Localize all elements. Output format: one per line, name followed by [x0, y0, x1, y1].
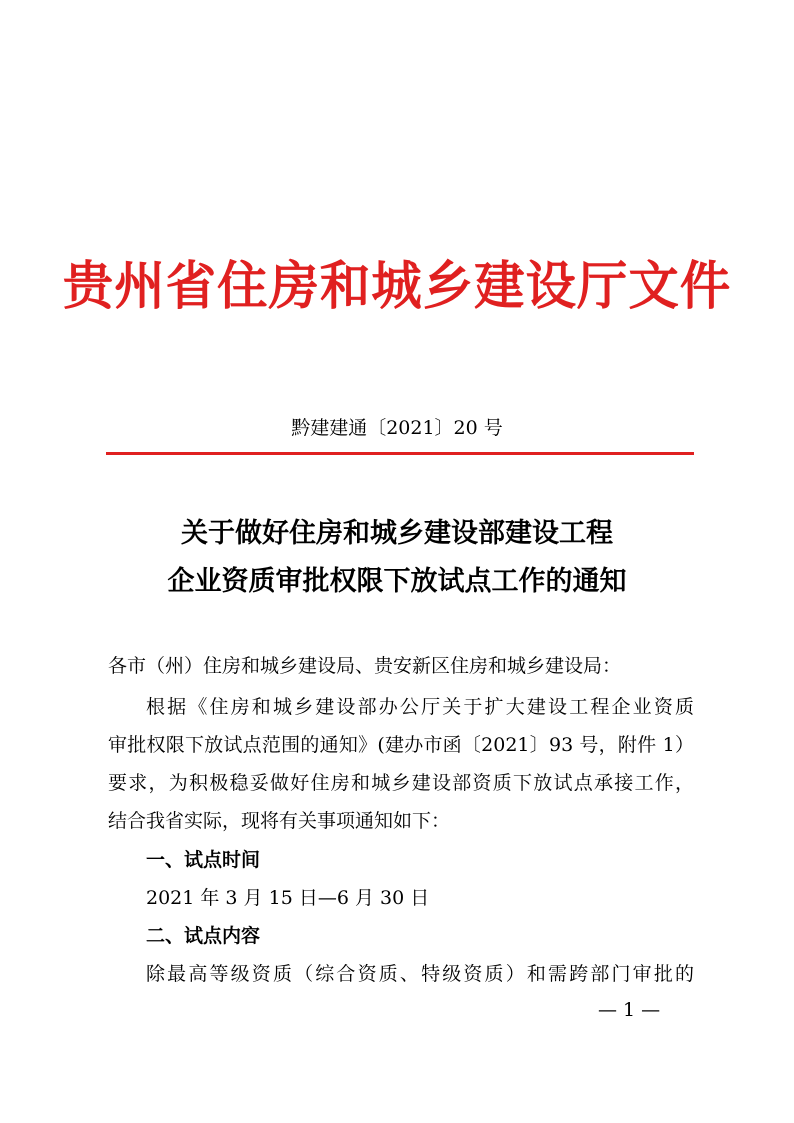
section-heading: 一、试点时间 — [146, 849, 261, 871]
page-number: — 1 — — [598, 999, 661, 1021]
section-text: 除最高等级资质（综合资质、特级资质）和需跨部门审批的 — [146, 963, 694, 985]
paragraph-line: 审批权限下放试点范围的通知》(建办市函〔2021〕93 号，附件 1） — [108, 734, 694, 756]
paragraph-line: 根据《住房和城乡建设部办公厅关于扩大建设工程企业资质 — [146, 696, 694, 718]
document-title-line-2: 企业资质审批权限下放试点工作的通知 — [167, 566, 627, 597]
issuing-authority-title: 贵州省住房和城乡建设厅文件 — [62, 256, 732, 317]
paragraph-line: 要求，为积极稳妥做好住房和城乡建设部资质下放试点承接工作， — [108, 772, 694, 794]
salutation: 各市（州）住房和城乡建设局、贵安新区住房和城乡建设局： — [108, 655, 622, 677]
red-separator-line — [106, 452, 694, 455]
document-number: 黔建建通〔2021〕20 号 — [291, 417, 503, 439]
section-text: 2021 年 3 月 15 日—6 月 30 日 — [146, 887, 430, 909]
section-heading: 二、试点内容 — [146, 925, 261, 947]
document-title-line-1: 关于做好住房和城乡建设部建设工程 — [181, 518, 613, 549]
paragraph-line: 结合我省实际，现将有关事项通知如下： — [108, 810, 451, 832]
